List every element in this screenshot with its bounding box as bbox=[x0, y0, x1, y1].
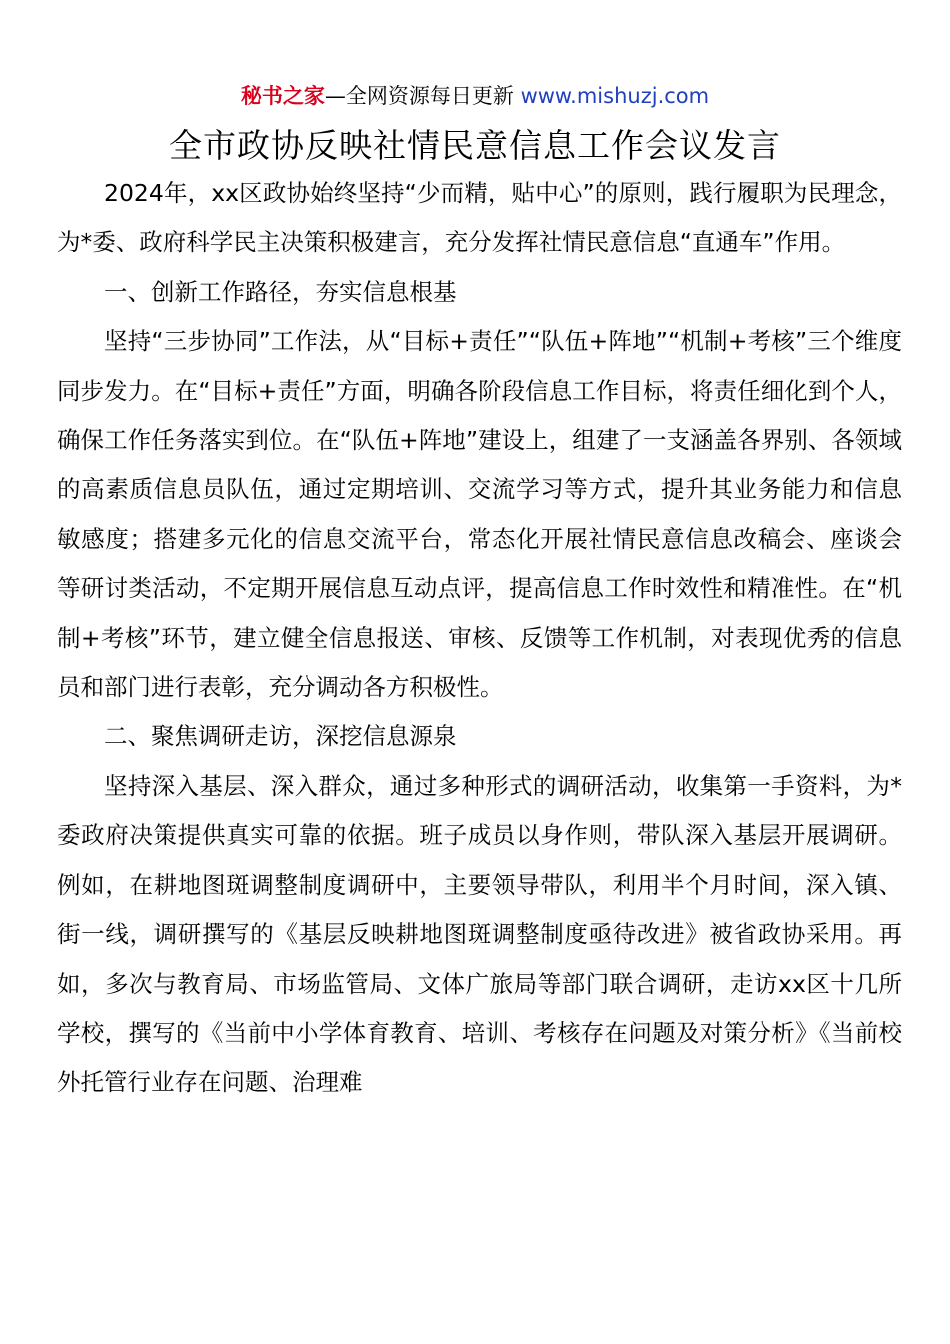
intro-paragraph: 2024年，xx区政协始终坚持“少而精，贴中心”的原则，践行履职为民理念，为*委、政府科学民主决策积极建言，充分发挥社情民意信息“直通车”作用。 bbox=[57, 179, 902, 257]
section-2-paragraph: 坚持深入基层、深入群众，通过多种形式的调研活动，收集第一手资料，为*委政府决策提供真实可靠的依据。班子成员以身作则，带队深入基层开展调研。例如，在耕地图斑调整制度调研中，主要领导带队，利用半个月时间，深入镇、街一线，调研撰写的《基层反映耕地图斑调整制度亟待改进》被省政协采用。再如，多次与教育局、市场监管局、文体广旅局等部门联合调研，走访xx区十几所学校，撰写的《当前中小学体育教育、培训、考核存在问题及对策分析》《当前校外托管行业存在问题、治理难 bbox=[57, 771, 902, 1097]
section-1-paragraph: 坚持“三步协同”工作法，从“目标+责任”“队伍+阵地”“机制+考核”三个维度同步发力。在“目标+责任”方面，明确各阶段信息工作目标，将责任细化到个人，确保工作任务落实到位。在“队伍+阵地”建设上，组建了一支涵盖各界别、各领域的高素质信息员队伍，通过定期培训、交流学习等方式，提升其业务能力和信息敏感度；搭建多元化的信息交流平台，常态化开展社情民意信息改稿会、座谈会等研讨类活动，不定期开展信息互动点评，提高信息工作时效性和精准性。在“机制+考核”环节，建立健全信息报送、审核、反馈等工作机制，对表现优秀的信息员和部门进行表彰，充分调动各方积极性。 bbox=[57, 327, 902, 702]
section-1-heading: 一、创新工作路径，夯实信息根基 bbox=[104, 277, 457, 306]
site-url: www.mishuzj.com bbox=[513, 84, 710, 108]
document-title: 全市政协反映社情民意信息工作会议发言 bbox=[169, 126, 781, 165]
section-2-heading: 二、聚焦调研走访，深挖信息源泉 bbox=[104, 722, 457, 751]
site-tagline: —全网资源每日更新 bbox=[324, 84, 514, 108]
site-header bbox=[0, 80, 950, 112]
site-brand: 秘书之家 bbox=[240, 84, 325, 108]
document-body bbox=[57, 169, 902, 1108]
